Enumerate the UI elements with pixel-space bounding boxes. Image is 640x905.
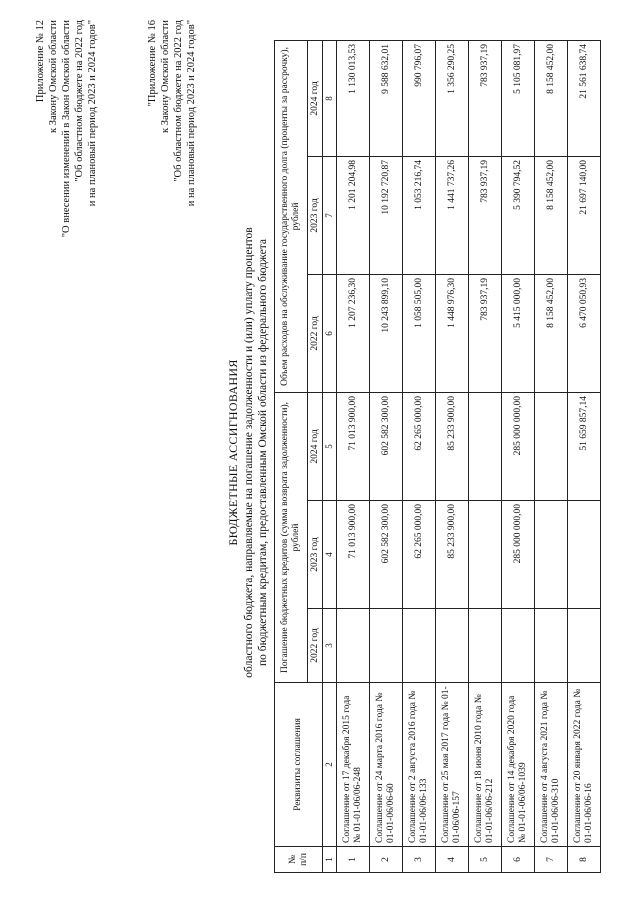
servicing-2022: 1 448 976,30 [436,274,469,392]
servicing-2023: 10 192 720,87 [370,156,403,274]
servicing-2023: 783 937,19 [469,156,502,274]
repayment-2024: 51 659 857,14 [568,392,601,500]
appendix-16-line: "Приложение № 16 [147,20,158,107]
title-main: БЮДЖЕТНЫЕ АССИГНОВАНИЯ [226,359,240,546]
repayment-2024: 285 000 000,00 [502,392,535,500]
repayment-2024 [535,392,568,500]
header-num: № п/п [275,847,323,873]
agreement-details: Соглашение от 24 марта 2016 года № 01-01-06/06-60 [370,683,403,847]
servicing-2023: 8 158 452,00 [535,156,568,274]
servicing-2023: 1 201 204,98 [337,156,370,274]
repayment-2022 [568,609,601,683]
servicing-2024: 783 937,19 [469,40,502,156]
table-row [370,40,403,872]
servicing-2024: 1 356 290,25 [436,40,469,156]
column-index: 3 [323,609,337,683]
column-index-row [323,40,337,872]
row-number: 4 [436,847,469,873]
header-year: 2023 год [308,501,323,609]
row-number: 6 [502,847,535,873]
table-body [337,40,601,872]
row-number: 5 [469,847,502,873]
repayment-2022 [337,609,370,683]
header-servicing: Объем расходов на обслуживание государственного долга (проценты за рассрочку), рублей [275,40,308,392]
servicing-2022: 5 415 000,00 [502,274,535,392]
agreement-details: Соглашение от 4 августа 2021 года № 01-01-06/06-310 [535,683,568,847]
table-row [337,40,370,872]
table-row [403,40,436,872]
repayment-2024: 85 233 900,00 [436,392,469,500]
appendix-16-header [146,20,198,320]
servicing-2022: 8 158 452,00 [535,274,568,392]
title-line: областного бюджета, направляемые на погашение задолженности и (или) уплату процентов [243,227,255,678]
servicing-2023: 21 697 140,00 [568,156,601,274]
servicing-2022: 10 243 899,10 [370,274,403,392]
repayment-2023: 602 582 300,00 [370,501,403,609]
servicing-2024: 5 105 081,97 [502,40,535,156]
repayment-2023 [535,501,568,609]
agreement-details: Соглашение от 18 июня 2010 года № 01-01-06/06-212 [469,683,502,847]
agreement-details: Соглашение от 20 января 2022 года № 01-01-06/06-16 [568,683,601,847]
repayment-2022 [469,609,502,683]
repayment-2023: 285 000 000,00 [502,501,535,609]
agreement-details: Соглашение от 17 декабря 2015 года № 01-01-06/06-248 [337,683,370,847]
table-row [568,40,601,872]
servicing-2023: 5 390 794,52 [502,156,535,274]
header-year: 2022 год [308,609,323,683]
servicing-2024: 9 588 632,01 [370,40,403,156]
header-year: 2023 год [308,156,323,274]
repayment-2022 [370,609,403,683]
column-index: 2 [323,683,337,847]
table-row [469,40,502,872]
column-index: 5 [323,392,337,500]
row-number: 2 [370,847,403,873]
agreement-details: Соглашение от 14 декабря 2020 года № 01-01-06/06-1039 [502,683,535,847]
document-title [226,0,270,905]
column-index: 7 [323,156,337,274]
table-row [535,40,568,872]
title-line: по бюджетным кредитам, предоставленным Омской области из федерального бюджета [257,239,269,666]
header-year: 2024 год [308,392,323,500]
repayment-2022 [502,609,535,683]
servicing-2024: 8 158 452,00 [535,40,568,156]
servicing-2023: 1 053 216,74 [403,156,436,274]
header-repayment: Погашение бюджетных кредитов (сумма возврата задолженности), рублей [275,392,308,682]
row-number: 3 [403,847,436,873]
row-number: 1 [337,847,370,873]
servicing-2024: 1 130 013,53 [337,40,370,156]
appendix-12-line: Приложение № 12 [35,20,46,103]
column-index: 4 [323,501,337,609]
row-number: 7 [535,847,568,873]
servicing-2024: 21 561 638,74 [568,40,601,156]
appendix-12-line: "Об областном бюджете на 2022 год [74,20,85,182]
appendix-12-header [34,20,99,320]
repayment-2023: 85 233 900,00 [436,501,469,609]
column-index: 8 [323,40,337,156]
repayment-2022 [403,609,436,683]
column-index: 6 [323,274,337,392]
row-number: 8 [568,847,601,873]
repayment-2024: 71 013 900,00 [337,392,370,500]
appendix-16-line: к Закону Омской области [160,20,171,134]
header-details: Реквизиты соглашения [275,683,323,847]
repayment-2023 [469,501,502,609]
repayment-2024: 62 265 000,00 [403,392,436,500]
appendix-12-line: к Закону Омской области [48,20,59,134]
agreement-details: Соглашение от 2 августа 2016 года № 01-01-06/06-133 [403,683,436,847]
repayment-2023: 71 013 900,00 [337,501,370,609]
appendix-12-line: "О внесении изменений в Закон Омской области [61,20,72,238]
agreement-details: Соглашение от 25 мая 2017 года № 01-01-06/06-157 [436,683,469,847]
repayment-2022 [436,609,469,683]
header-year: 2024 год [308,40,323,156]
repayment-2024: 602 582 300,00 [370,392,403,500]
column-index: 1 [323,847,337,873]
repayment-2023: 62 265 000,00 [403,501,436,609]
repayment-2023 [568,501,601,609]
servicing-2023: 1 441 737,26 [436,156,469,274]
repayment-2022 [535,609,568,683]
allocations-table [274,40,601,873]
servicing-2022: 1 058 505,00 [403,274,436,392]
appendix-16-line: и на плановый период 2023 и 2024 годов" [186,20,197,207]
table-row [502,40,535,872]
table-row [436,40,469,872]
appendix-12-line: и на плановый период 2023 и 2024 годов" [87,20,98,207]
appendix-16-line: "Об областном бюджете на 2022 год [173,20,184,182]
repayment-2024 [469,392,502,500]
header-year: 2022 год [308,274,323,392]
servicing-2022: 1 207 236,30 [337,274,370,392]
servicing-2024: 990 796,07 [403,40,436,156]
servicing-2022: 783 937,19 [469,274,502,392]
servicing-2022: 6 470 050,93 [568,274,601,392]
